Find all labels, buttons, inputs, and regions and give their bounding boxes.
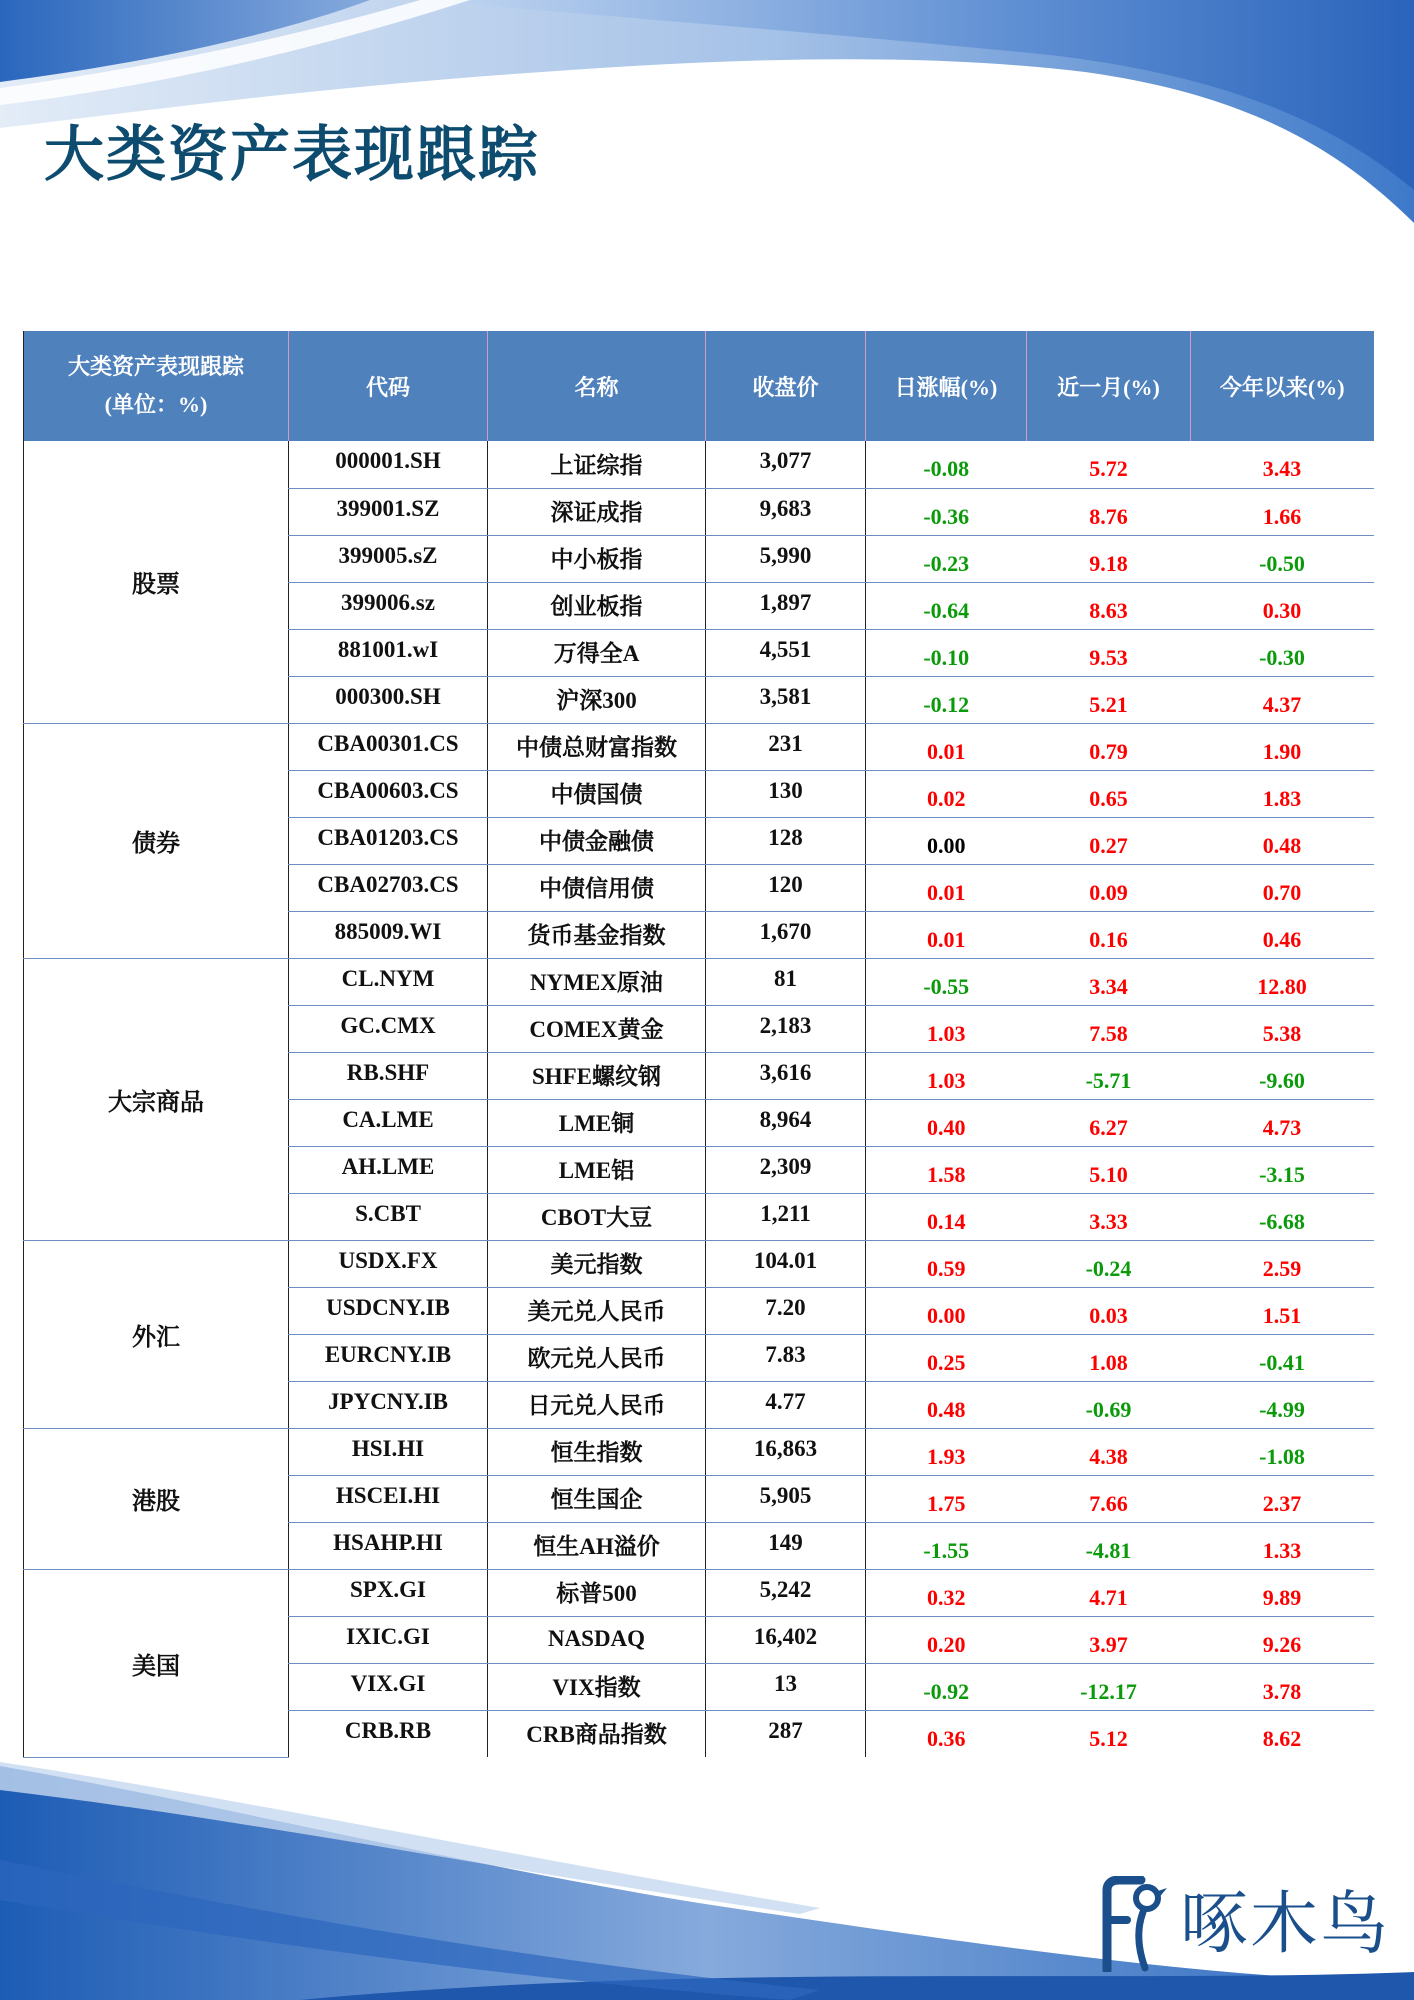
code-cell: CBA02703.CS: [289, 864, 488, 911]
close-price-cell: 9,683: [706, 488, 866, 535]
month-change-cell: 3.33: [1027, 1193, 1191, 1240]
code-cell: 881001.wI: [289, 629, 488, 676]
close-price-cell: 1,211: [706, 1193, 866, 1240]
name-cell: LME铝: [488, 1146, 706, 1193]
table-row: [24, 723, 1374, 770]
code-cell: S.CBT: [289, 1193, 488, 1240]
close-price-cell: 1,897: [706, 582, 866, 629]
ytd-change-cell: -6.68: [1191, 1193, 1374, 1240]
close-price-cell: 4,551: [706, 629, 866, 676]
day-change-cell: -0.08: [866, 441, 1027, 488]
month-change-cell: -4.81: [1027, 1522, 1191, 1569]
code-cell: IXIC.GI: [289, 1616, 488, 1663]
month-change-cell: 9.53: [1027, 629, 1191, 676]
name-cell: 中债国债: [488, 770, 706, 817]
month-change-cell: 5.72: [1027, 441, 1191, 488]
header-code: 代码: [289, 331, 488, 441]
code-cell: USDCNY.IB: [289, 1287, 488, 1334]
close-price-cell: 5,990: [706, 535, 866, 582]
name-cell: 恒生AH溢价: [488, 1522, 706, 1569]
code-cell: CA.LME: [289, 1099, 488, 1146]
day-change-cell: 0.20: [866, 1616, 1027, 1663]
ytd-change-cell: 2.37: [1191, 1475, 1374, 1522]
ytd-change-cell: -4.99: [1191, 1381, 1374, 1428]
close-price-cell: 128: [706, 817, 866, 864]
month-change-cell: 0.27: [1027, 817, 1191, 864]
ytd-change-cell: 8.62: [1262, 1725, 1302, 1751]
month-change-cell: 5.10: [1027, 1146, 1191, 1193]
close-price-cell: 130: [706, 770, 866, 817]
month-change-cell: 9.18: [1027, 535, 1191, 582]
close-price-cell: 3,581: [706, 676, 866, 723]
ytd-change-cell: 12.80: [1191, 958, 1374, 1005]
name-cell: 恒生指数: [488, 1428, 706, 1475]
month-change-cell: 3.97: [1027, 1616, 1191, 1663]
name-cell: NASDAQ: [488, 1616, 706, 1663]
month-change-cell: 7.58: [1027, 1005, 1191, 1052]
ytd-change-cell: 4.37: [1191, 676, 1374, 723]
close-price-cell: 3,077: [706, 441, 866, 488]
code-cell: 399006.sz: [289, 582, 488, 629]
day-change-cell: -0.12: [866, 676, 1027, 723]
ytd-change-cell: 1.90: [1191, 723, 1374, 770]
name-cell: COMEX黄金: [488, 1005, 706, 1052]
code-cell: SPX.GI: [289, 1569, 488, 1616]
ytd-change-cell: 1.83: [1191, 770, 1374, 817]
day-change-cell: 0.14: [866, 1193, 1027, 1240]
day-change-cell: 0.32: [866, 1569, 1027, 1616]
ytd-change-cell: 0.30: [1191, 582, 1374, 629]
day-change-cell: 0.01: [866, 911, 1027, 958]
month-change-cell: 0.03: [1027, 1287, 1191, 1334]
name-cell: 中债金融债: [488, 817, 706, 864]
day-change-cell: 0.01: [866, 723, 1027, 770]
month-change-cell: 5.12: [1089, 1725, 1128, 1751]
ytd-change-cell: 1.51: [1191, 1287, 1374, 1334]
header-close: 收盘价: [706, 331, 866, 441]
code-cell: CBA00301.CS: [289, 723, 488, 770]
ytd-change-cell: 5.38: [1191, 1005, 1374, 1052]
day-change-cell: 0.36: [927, 1725, 966, 1751]
table-body: [24, 441, 1374, 1757]
category-cell: 大宗商品: [24, 958, 289, 1240]
name-cell: LME铜: [488, 1099, 706, 1146]
month-change-cell: -0.24: [1027, 1240, 1191, 1287]
category-cell: 港股: [24, 1428, 289, 1569]
name-cell: 标普500: [488, 1569, 706, 1616]
month-change-cell: 0.79: [1027, 723, 1191, 770]
close-price-cell: 7.20: [706, 1287, 866, 1334]
ytd-change-cell: 1.33: [1191, 1522, 1374, 1569]
month-change-cell: 4.38: [1027, 1428, 1191, 1475]
name-cell: VIX指数: [488, 1663, 706, 1710]
month-change-cell: -0.69: [1027, 1381, 1191, 1428]
day-change-cell: -0.10: [866, 629, 1027, 676]
name-cell: 上证综指: [488, 441, 706, 488]
code-cell: 399005.sZ: [289, 535, 488, 582]
code-cell: HSCEI.HI: [289, 1475, 488, 1522]
name-cell: 中债总财富指数: [488, 723, 706, 770]
day-change-cell: -0.92: [866, 1663, 1027, 1710]
day-change-cell: -0.64: [866, 582, 1027, 629]
month-change-cell: 0.65: [1027, 770, 1191, 817]
code-cell: 000001.SH: [289, 441, 488, 488]
table-row: [24, 1428, 1374, 1475]
day-change-cell: 0.48: [866, 1381, 1027, 1428]
header-month-change: 近一月(%): [1027, 331, 1191, 441]
ytd-change-cell: 9.26: [1191, 1616, 1374, 1663]
category-cell: 股票: [24, 441, 289, 723]
day-change-cell: 0.00: [866, 817, 1027, 864]
close-price-cell: 231: [706, 723, 866, 770]
day-change-cell: 0.59: [866, 1240, 1027, 1287]
ytd-change-cell: 0.48: [1191, 817, 1374, 864]
close-price-cell: 5,905: [706, 1475, 866, 1522]
day-change-cell: 1.93: [866, 1428, 1027, 1475]
name-cell: 万得全A: [488, 629, 706, 676]
ytd-change-cell: -1.08: [1191, 1428, 1374, 1475]
name-cell: 沪深300: [488, 676, 706, 723]
month-change-cell: -5.71: [1027, 1052, 1191, 1099]
month-change-cell: -12.17: [1027, 1663, 1191, 1710]
code-cell: 000300.SH: [289, 676, 488, 723]
month-change-cell: 8.76: [1027, 488, 1191, 535]
page-title: 大类资产表现跟踪: [44, 121, 540, 188]
month-change-cell: 0.09: [1027, 864, 1191, 911]
asset-performance-table: [23, 331, 1374, 1758]
close-price-cell: 8,964: [706, 1099, 866, 1146]
code-cell: GC.CMX: [289, 1005, 488, 1052]
day-change-cell: 1.03: [866, 1052, 1027, 1099]
header-name: 名称: [488, 331, 706, 441]
name-cell: 创业板指: [488, 582, 706, 629]
close-price-cell: 13: [706, 1663, 866, 1710]
month-change-cell: 6.27: [1027, 1099, 1191, 1146]
day-change-cell: 0.02: [866, 770, 1027, 817]
month-change-cell: 4.71: [1027, 1569, 1191, 1616]
ytd-change-cell: 2.59: [1191, 1240, 1374, 1287]
ytd-change-cell: 0.46: [1191, 911, 1374, 958]
code-cell: USDX.FX: [289, 1240, 488, 1287]
ytd-change-cell: -0.30: [1191, 629, 1374, 676]
ytd-change-cell: 9.89: [1191, 1569, 1374, 1616]
header-ytd-change: 今年以来(%): [1191, 331, 1374, 441]
code-cell: CL.NYM: [289, 958, 488, 1005]
name-cell: 恒生国企: [488, 1475, 706, 1522]
code-cell: EURCNY.IB: [289, 1334, 488, 1381]
code-cell: 885009.WI: [289, 911, 488, 958]
name-cell: CRB商品指数: [488, 1710, 706, 1757]
code-cell: 399001.SZ: [289, 488, 488, 535]
name-cell: 日元兑人民币: [488, 1381, 706, 1428]
name-cell: 中债信用债: [488, 864, 706, 911]
name-cell: 深证成指: [488, 488, 706, 535]
close-price-cell: 149: [706, 1522, 866, 1569]
code-cell: CBA01203.CS: [289, 817, 488, 864]
header-category: [24, 331, 289, 441]
day-change-cell: 0.01: [866, 864, 1027, 911]
code-cell: VIX.GI: [289, 1663, 488, 1710]
name-cell: 货币基金指数: [488, 911, 706, 958]
table-row: [24, 1569, 1374, 1616]
header-category-title: 大类资产表现跟踪: [67, 354, 244, 379]
name-cell: NYMEX原油: [488, 958, 706, 1005]
table-header: [24, 331, 1374, 441]
day-change-cell: 0.25: [866, 1334, 1027, 1381]
close-price-cell: 120: [706, 864, 866, 911]
close-price-cell: 7.83: [706, 1334, 866, 1381]
month-change-cell: 1.08: [1027, 1334, 1191, 1381]
name-cell: 美元指数: [488, 1240, 706, 1287]
day-change-cell: 0.40: [866, 1099, 1027, 1146]
month-change-cell: 3.34: [1027, 958, 1191, 1005]
day-change-cell: 1.75: [866, 1475, 1027, 1522]
ytd-change-cell: 1.66: [1191, 488, 1374, 535]
ytd-change-cell: -0.41: [1191, 1334, 1374, 1381]
category-cell: 外汇: [24, 1240, 289, 1428]
name-cell: SHFE螺纹钢: [488, 1052, 706, 1099]
header-row: [24, 331, 1374, 441]
day-change-cell: -1.55: [866, 1522, 1027, 1569]
ytd-change-cell: 0.70: [1191, 864, 1374, 911]
close-price-cell: 2,309: [706, 1146, 866, 1193]
close-price-cell: 5,242: [706, 1569, 866, 1616]
ytd-change-cell: 3.43: [1191, 441, 1374, 488]
month-change-cell: 0.16: [1027, 911, 1191, 958]
ytd-change-cell: 4.73: [1191, 1099, 1374, 1146]
close-price-cell: 3,616: [706, 1052, 866, 1099]
name-cell: 中小板指: [488, 535, 706, 582]
close-price-cell: 16,863: [706, 1428, 866, 1475]
month-change-cell: 8.63: [1027, 582, 1191, 629]
ytd-change-cell: -0.50: [1191, 535, 1374, 582]
day-change-cell: 1.58: [866, 1146, 1027, 1193]
name-cell: CBOT大豆: [488, 1193, 706, 1240]
close-price-cell: 16,402: [706, 1616, 866, 1663]
category-cell: 美国: [24, 1569, 289, 1757]
category-cell: 债券: [24, 723, 289, 958]
close-price-cell: 81: [706, 958, 866, 1005]
code-cell: HSAHP.HI: [289, 1522, 488, 1569]
header-category-unit: (单位：%): [104, 392, 208, 417]
ytd-change-cell: 3.78: [1191, 1663, 1374, 1710]
close-price-cell: 287: [706, 1710, 866, 1757]
day-change-cell: -0.23: [866, 535, 1027, 582]
code-cell: RB.SHF: [289, 1052, 488, 1099]
month-change-cell: 5.21: [1027, 676, 1191, 723]
code-cell: AH.LME: [289, 1146, 488, 1193]
month-change-cell: 7.66: [1027, 1475, 1191, 1522]
table-row: [24, 441, 1374, 488]
close-price-cell: 1,670: [706, 911, 866, 958]
table-row: [24, 958, 1374, 1005]
code-cell: CRB.RB: [289, 1710, 488, 1757]
close-price-cell: 104.01: [706, 1240, 866, 1287]
name-cell: 美元兑人民币: [488, 1287, 706, 1334]
close-price-cell: 4.77: [706, 1381, 866, 1428]
brand-logo-text: 啄木鸟: [1180, 1886, 1391, 1962]
header-day-change: 日涨幅(%): [866, 331, 1027, 441]
code-cell: CBA00603.CS: [289, 770, 488, 817]
woodpecker-logo-icon: [1097, 1876, 1169, 1972]
ytd-change-cell: -9.60: [1191, 1052, 1374, 1099]
ytd-change-cell: -3.15: [1191, 1146, 1374, 1193]
day-change-cell: -0.55: [866, 958, 1027, 1005]
day-change-cell: 1.03: [866, 1005, 1027, 1052]
code-cell: HSI.HI: [289, 1428, 488, 1475]
table-row: [24, 1240, 1374, 1287]
day-change-cell: 0.00: [866, 1287, 1027, 1334]
code-cell: JPYCNY.IB: [289, 1381, 488, 1428]
close-price-cell: 2,183: [706, 1005, 866, 1052]
day-change-cell: -0.36: [866, 488, 1027, 535]
name-cell: 欧元兑人民币: [488, 1334, 706, 1381]
